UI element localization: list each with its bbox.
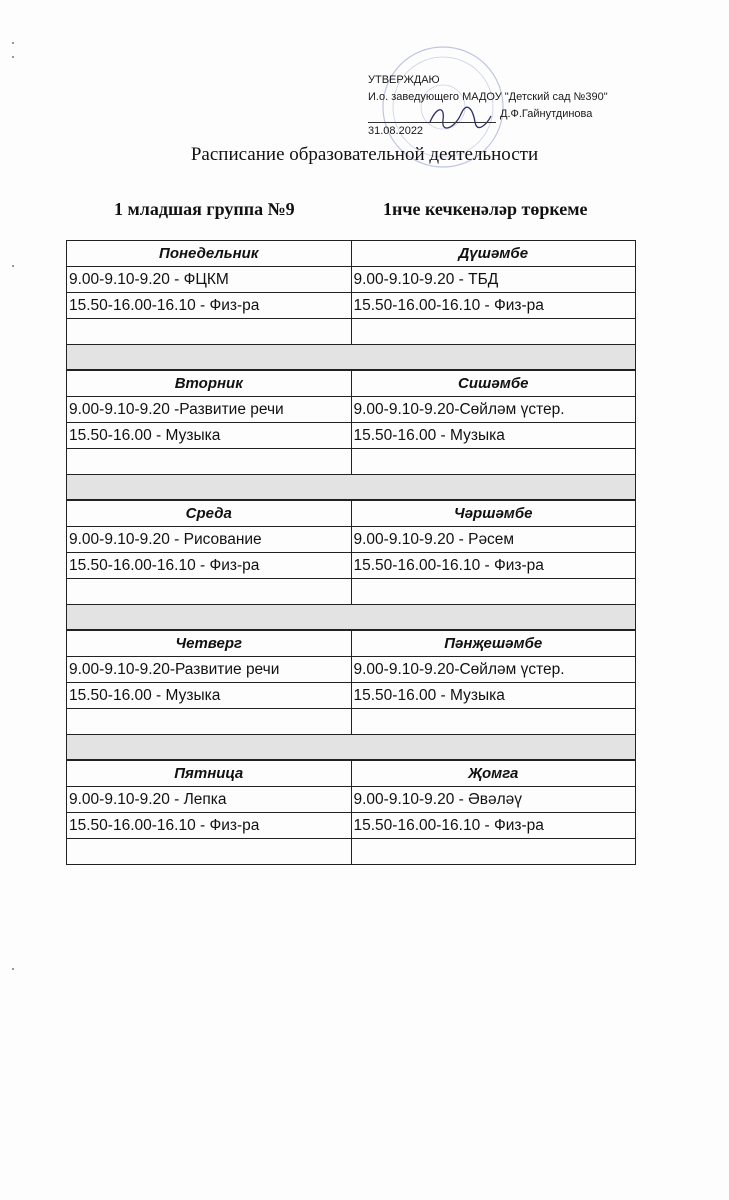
activity-cell: 15.50-16.00-16.10 - Физ-ра [67, 813, 352, 838]
table-row [66, 683, 636, 709]
table-row [66, 423, 636, 449]
activity-cell [352, 709, 637, 734]
table-row [66, 787, 636, 813]
schedule-table [66, 240, 636, 865]
activity-cell: 15.50-16.00-16.10 - Физ-ра [352, 813, 637, 838]
table-row [66, 553, 636, 579]
table-row [66, 657, 636, 683]
approval-date: 31.08.2022 [368, 125, 424, 137]
day-header-row [66, 760, 636, 787]
day-name-tt: Чәршәмбе [352, 501, 637, 526]
day-block [66, 500, 636, 605]
day-block [66, 760, 636, 865]
activity-cell: 15.50-16.00-16.10 - Физ-ра [352, 293, 637, 318]
scan-speck [12, 968, 14, 970]
activity-cell: 9.00-9.10-9.20 -Развитие речи [67, 397, 352, 422]
activity-cell: 15.50-16.00 - Музыка [352, 423, 637, 448]
activity-cell: 9.00-9.10-9.20 - Әвәләү [352, 787, 637, 812]
day-separator [66, 605, 636, 630]
activity-cell: 9.00-9.10-9.20 - Лепка [67, 787, 352, 812]
activity-cell: 15.50-16.00 - Музыка [352, 683, 637, 708]
activity-cell [67, 449, 352, 474]
activity-cell: 15.50-16.00 - Музыка [67, 423, 352, 448]
table-row [66, 709, 636, 735]
day-header-row [66, 630, 636, 657]
activity-cell: 15.50-16.00-16.10 - Физ-ра [67, 553, 352, 578]
table-row [66, 813, 636, 839]
activity-cell: 9.00-9.10-9.20-Сөйләм үстер. [352, 397, 637, 422]
table-row [66, 293, 636, 319]
activity-cell: 15.50-16.00-16.10 - Физ-ра [352, 553, 637, 578]
day-block [66, 370, 636, 475]
table-row [66, 839, 636, 865]
table-row [66, 319, 636, 345]
day-name-ru: Среда [67, 501, 352, 526]
day-name-ru: Четверг [67, 631, 352, 656]
table-row [66, 267, 636, 293]
approval-signer: Д.Ф.Гайнутдинова [500, 108, 593, 120]
day-header-row [66, 240, 636, 267]
day-name-ru: Вторник [67, 371, 352, 396]
day-name-ru: Понедельник [67, 241, 352, 266]
group-name-ru: 1 младшая группа №9 [114, 199, 295, 219]
activity-cell [67, 579, 352, 604]
approval-block [368, 72, 608, 140]
day-name-tt: Пәнҗешәмбе [352, 631, 637, 656]
activity-cell: 9.00-9.10-9.20 - ФЦКМ [67, 267, 352, 292]
scan-speck [12, 265, 14, 267]
table-row [66, 449, 636, 475]
table-row [66, 579, 636, 605]
activity-cell: 9.00-9.10-9.20-Сөйләм үстер. [352, 657, 637, 682]
day-separator [66, 735, 636, 760]
signature-blank [368, 110, 496, 123]
activity-cell [67, 319, 352, 344]
approval-heading: УТВЕРЖДАЮ [368, 74, 440, 86]
day-separator [66, 345, 636, 370]
activity-cell [352, 579, 637, 604]
activity-cell [352, 839, 637, 864]
activity-cell: 15.50-16.00-16.10 - Физ-ра [67, 293, 352, 318]
table-row [66, 527, 636, 553]
activity-cell: 9.00-9.10-9.20-Развитие речи [67, 657, 352, 682]
group-name-tt: 1нче кечкенәләр төркеме [383, 199, 588, 219]
day-name-tt: Сишәмбе [352, 371, 637, 396]
approval-position: И.о. заведующего МАДОУ "Детский сад №390" [368, 91, 608, 103]
activity-cell [352, 319, 637, 344]
day-block [66, 240, 636, 345]
table-row [66, 397, 636, 423]
day-header-row [66, 500, 636, 527]
activity-cell [67, 839, 352, 864]
day-separator [66, 475, 636, 500]
day-block [66, 630, 636, 735]
activity-cell: 9.00-9.10-9.20 - ТБД [352, 267, 637, 292]
scan-speck [12, 42, 14, 44]
day-name-ru: Пятница [67, 761, 352, 786]
activity-cell: 9.00-9.10-9.20 - Рисование [67, 527, 352, 552]
activity-cell [67, 709, 352, 734]
signature-line [368, 106, 608, 123]
day-name-tt: Дүшәмбе [352, 241, 637, 266]
activity-cell: 15.50-16.00 - Музыка [67, 683, 352, 708]
activity-cell [352, 449, 637, 474]
scan-speck [12, 56, 14, 58]
day-name-tt: Җомга [352, 761, 637, 786]
activity-cell: 9.00-9.10-9.20 - Рәсем [352, 527, 637, 552]
document-title: Расписание образовательной деятельности [190, 144, 539, 165]
day-header-row [66, 370, 636, 397]
